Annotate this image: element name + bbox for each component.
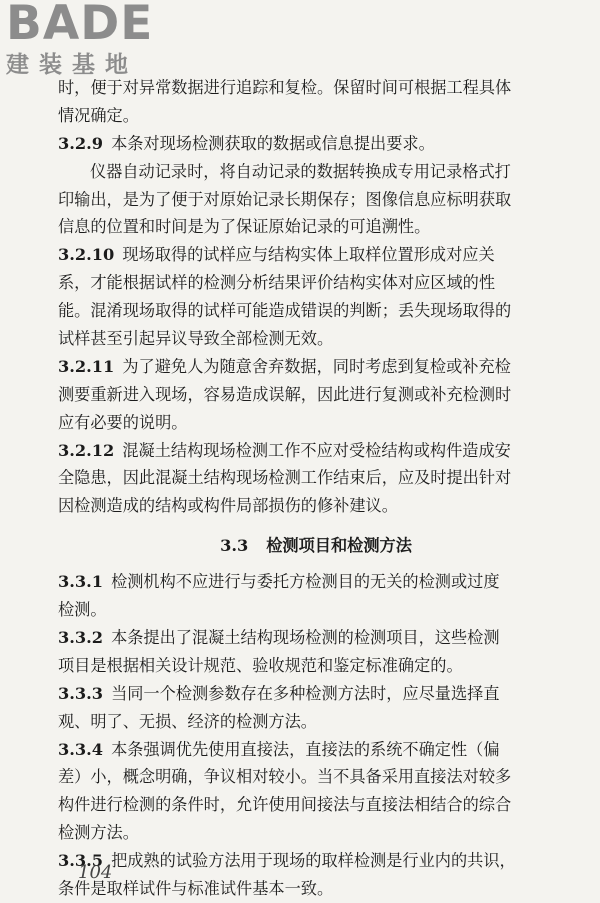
text-line xyxy=(58,186,574,214)
line-text: 检测机构不应进行与委托方检测目的无关的检测或过度 xyxy=(111,572,500,592)
text-line xyxy=(58,847,574,875)
line-text: 为了避免人为随意舍弃数据，同时考虑到复检或补充检 xyxy=(122,356,511,376)
line-text: 信息的位置和时间是为了保证原始记录的可追溯性。 xyxy=(58,217,431,237)
clause-number: 3.2.11 xyxy=(58,356,115,376)
line-text: 时，便于对异常数据进行追踪和复检。保留时间可根据工程具体 xyxy=(58,78,512,97)
line-text: 测要重新进入现场，容易造成误解，因此进行复测或补充检测时 xyxy=(58,384,512,404)
text-line xyxy=(58,241,574,269)
clause-number: 3.2.12 xyxy=(58,440,115,460)
section-number: 3.3 xyxy=(220,536,249,556)
text-line xyxy=(58,213,574,241)
paragraph xyxy=(58,736,574,848)
clause-number: 3.3.5 xyxy=(58,851,104,871)
paragraph xyxy=(58,437,574,521)
clause-number: 3.3.4 xyxy=(58,739,104,759)
paragraph xyxy=(58,624,574,680)
text-line xyxy=(58,269,574,297)
text-line xyxy=(58,130,574,158)
line-text: 现场取得的试样应与结构实体上取样位置形成对应关 xyxy=(122,245,495,265)
paragraph xyxy=(58,130,574,158)
text-line xyxy=(58,353,574,381)
text-line xyxy=(58,381,574,409)
text-line xyxy=(58,325,574,353)
line-text: 因检测造成的结构或构件局部损伤的修补建议。 xyxy=(58,496,398,516)
line-text: 构件进行检测的条件时，允许使用间接法与直接法相结合的综合 xyxy=(58,795,512,815)
line-text: 条件是取样试件与标准试件基本一致。 xyxy=(58,879,334,899)
line-text: 仪器自动记录时，将自动记录的数据转换成专用记录格式打 xyxy=(90,161,511,181)
text-line xyxy=(58,492,574,520)
text-line xyxy=(58,652,574,680)
text-line xyxy=(58,409,574,437)
text-line xyxy=(58,875,574,903)
section-title: 检测项目和检测方法 xyxy=(266,536,412,556)
text-line xyxy=(58,736,574,764)
text-line xyxy=(58,464,574,492)
text-line xyxy=(58,708,574,736)
paragraph xyxy=(58,158,574,242)
text-line xyxy=(58,624,574,652)
line-text: 能。混淆现场取得的试样可能造成错误的判断；丢失现场取得的 xyxy=(58,301,512,321)
line-text: 把成熟的试验方法用于现场的取样检测是行业内的共识， xyxy=(111,851,516,871)
line-text: 检测。 xyxy=(58,600,107,620)
paragraph xyxy=(58,847,574,903)
paragraph xyxy=(58,241,574,353)
line-text: 当同一个检测参数存在多种检测方法时，应尽量选择直 xyxy=(111,683,500,703)
text-line xyxy=(58,819,574,847)
line-text: 系，才能根据试样的检测分析结果评价结构实体对应区域的性 xyxy=(58,273,496,293)
text-line xyxy=(58,763,574,791)
logo-subtitle: 建装基地 xyxy=(6,52,138,78)
text-line xyxy=(58,680,574,708)
line-text: 试样甚至引起异议导致全部检测无效。 xyxy=(58,329,334,349)
line-text: 本条强调优先使用直接法，直接法的系统不确定性（偏 xyxy=(111,739,500,759)
logo-brand: BADE xyxy=(6,0,154,51)
line-text: 检测方法。 xyxy=(58,823,139,843)
line-text: 混凝土结构现场检测工作不应对受检结构或构件造成安 xyxy=(122,440,511,460)
text-line xyxy=(58,102,574,130)
text-line xyxy=(58,158,574,186)
text-line xyxy=(58,437,574,465)
text-line xyxy=(58,297,574,325)
paragraph xyxy=(58,568,574,624)
clause-number: 3.3.1 xyxy=(58,572,104,592)
line-text: 本条提出了混凝土结构现场检测的检测项目，这些检测 xyxy=(111,628,500,648)
clause-number: 3.2.9 xyxy=(58,133,104,153)
clause-number: 3.2.10 xyxy=(58,245,115,265)
line-text: 本条对现场检测获取的数据或信息提出要求。 xyxy=(111,133,435,153)
line-text: 差）小，概念明确，争议相对较小。当不具备采用直接法对较多 xyxy=(58,767,512,787)
section-heading xyxy=(58,532,574,560)
page-number: 104 xyxy=(78,862,113,883)
line-text: 全隐患，因此混凝土结构现场检测工作结束后，应及时提出针对 xyxy=(58,468,512,488)
clause-number: 3.3.3 xyxy=(58,683,104,703)
text-line xyxy=(58,568,574,596)
paragraph xyxy=(58,74,574,130)
line-text: 印输出，是为了便于对原始记录长期保存；图像信息应标明获取 xyxy=(58,189,512,209)
paragraph xyxy=(58,353,574,437)
line-text: 项目是根据相关设计规范、验收规范和鉴定标准确定的。 xyxy=(58,655,463,675)
document-body xyxy=(58,74,574,903)
text-line xyxy=(58,791,574,819)
paragraph xyxy=(58,680,574,736)
line-text: 情况确定。 xyxy=(58,105,139,125)
line-text: 观、明了、无损、经济的检测方法。 xyxy=(58,711,317,731)
clause-number: 3.3.2 xyxy=(58,628,104,648)
line-text: 应有必要的说明。 xyxy=(58,412,188,432)
text-line xyxy=(58,596,574,624)
text-line xyxy=(58,74,574,102)
